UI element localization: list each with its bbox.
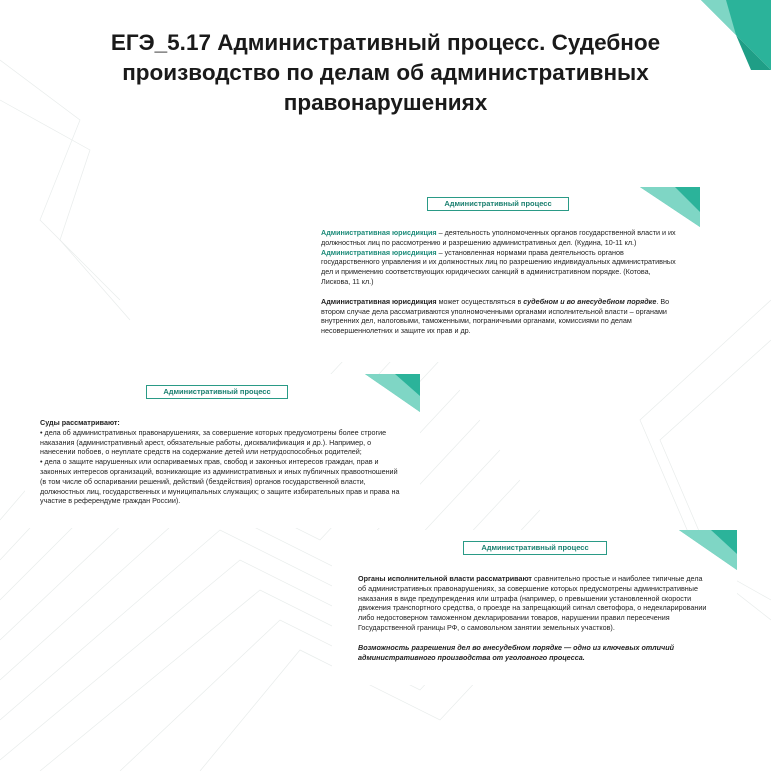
slide-header: Административный процесс	[427, 197, 569, 211]
list-lead: Суды рассматривают:	[40, 418, 120, 427]
emphasis-text: судебном и во внесудебном порядке	[523, 296, 657, 306]
slide-corner-decoration	[640, 187, 700, 227]
slide-header: Административный процесс	[463, 541, 607, 555]
definition-text: – установленная нормами права деятельность органов государственного управления и их должностных лиц по разрешению индивидуальных административных дел и применению соответствующих юридических санкций в административном порядке. (Котова, Лискова, 11 кл.)	[321, 247, 676, 286]
lead-text: Органы исполнительной власти рассматривают	[358, 574, 532, 583]
slide-3	[332, 530, 737, 685]
term: Административная юрисдикция	[321, 296, 437, 306]
slide-body	[358, 574, 708, 662]
list-item: • дела об административных правонарушениях, за совершение которых предусмотрены более строгие наказания (административный арест, обязательные работы, дисквалификация и др.). Например, о нанесении побоев, о неуплате средств на содержание детей или нетрудоспособных родителей;	[40, 427, 387, 457]
slide-2	[25, 374, 420, 528]
list-item: • дела о защите нарушенных или оспариваемых прав, свобод и законных интересов граждан, прав и законных интересов организаций, возникающие из административных и иных публичных правоотношений (в том числе об оспаривании решений, действий (бездействия) органов государственной власти, должностных лиц, государственных и муниципальных служащих; о защите избирательных прав и права на участие в референдуме граждан России).	[40, 457, 400, 506]
slide-corner-decoration	[679, 530, 737, 570]
paragraph-text: сравнительно простые и наиболее типичные дела об административных правонарушениях, за совершение которых предусмотрены административные наказания в виде предупреждения или штрафа (например, о превышении установленной скорости движения транспортного средства, о проезде на запрещающий сигнал светофора, о недекларировании либо недостоверном таможенном декларировании товаров, нарушении правил пересечения Государственной границы РФ, о самовольном занятии земельных участков).	[358, 574, 707, 632]
page-title: ЕГЭ_5.17 Административный процесс. Судебное производство по делам об административных правонарушениях	[110, 30, 661, 115]
conclusion-text: Возможность разрешения дел во внесудебном порядке — одно из ключевых отличий административного производства от уголовного процесса.	[358, 642, 674, 662]
term: Административная юрисдикция	[321, 247, 437, 257]
paragraph-text: может осуществляться в	[436, 296, 524, 306]
slide-header: Административный процесс	[146, 385, 288, 399]
slide-body	[40, 418, 400, 506]
slide-1	[295, 187, 700, 362]
slide-body	[321, 228, 679, 336]
definition-text: – деятельность уполномоченных органов государственной власти и их должностных лиц по рассмотрению и разрешению административных дел. (Кудина, 10-11 кл.)	[321, 228, 676, 247]
slide-corner-decoration	[365, 374, 420, 412]
paragraph-text: . Во втором случае дела рассматриваются уполномоченными органами исполнительной власти – органами внутренних дел, налоговыми, таможенными, пограничными органами, комиссиями по делам несовершеннолетних и защите их прав и др.	[321, 296, 670, 336]
term: Административная юрисдикция	[321, 228, 437, 237]
